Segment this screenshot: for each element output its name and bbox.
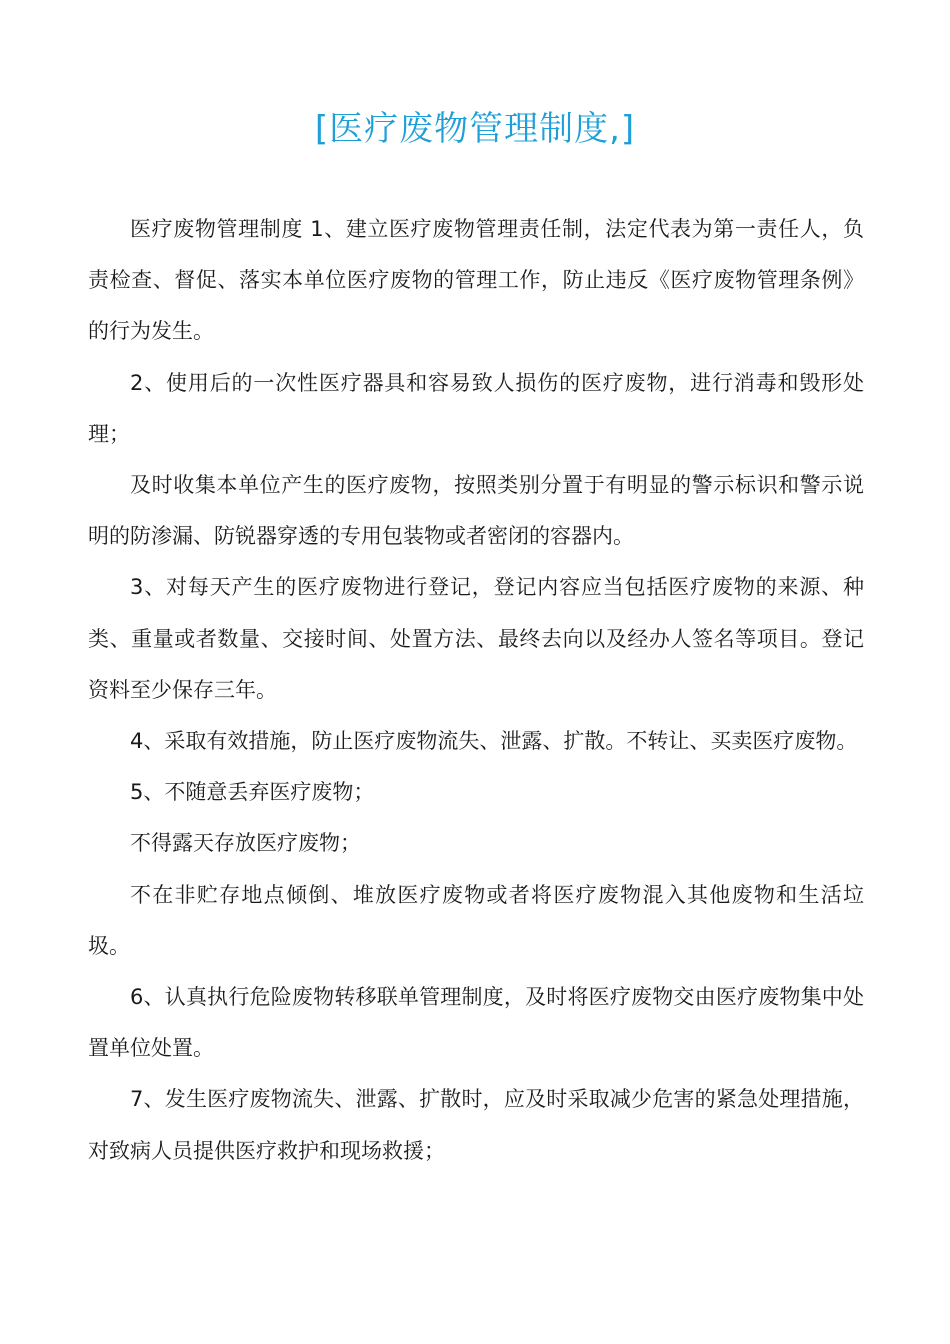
paragraph-1: 医疗废物管理制度 1、建立医疗废物管理责任制，法定代表为第一责任人，负责检查、督促、落实本单位医疗废物的管理工作，防止违反《医疗废物管理条例》的行为发生。 [88, 217, 864, 344]
document-body [88, 204, 864, 1177]
paragraph-7: 不得露天存放医疗废物； [130, 831, 361, 856]
paragraph-8: 不在非贮存地点倾倒、堆放医疗废物或者将医疗废物混入其他废物和生活垃圾。 [88, 882, 864, 958]
paragraph-6: 5、不随意丢弃医疗废物； [130, 780, 375, 805]
paragraph-4: 3、对每天产生的医疗废物进行登记，登记内容应当包括医疗废物的来源、种类、重量或者数量、交接时间、处置方法、最终去向以及经办人签名等项目。登记资料至少保存三年。 [88, 575, 864, 702]
document-title: [医疗废物管理制度,] [314, 109, 636, 149]
paragraph-2: 2、使用后的一次性医疗器具和容易致人损伤的医疗废物，进行消毒和毁形处理； [88, 370, 864, 446]
paragraph-5: 4、采取有效措施，防止医疗废物流失、泄露、扩散。不转让、买卖医疗废物。 [130, 729, 858, 754]
paragraph-3: 及时收集本单位产生的医疗废物，按照类别分置于有明显的警示标识和警示说明的防渗漏、防锐器穿透的专用包装物或者密闭的容器内。 [88, 473, 864, 549]
paragraph-9: 6、认真执行危险废物转移联单管理制度，及时将医疗废物交由医疗废物集中处置单位处置。 [88, 985, 864, 1061]
paragraph-10: 7、发生医疗废物流失、泄露、扩散时，应及时采取减少危害的紧急处理措施，对致病人员提供医疗救护和现场救援； [88, 1087, 864, 1163]
